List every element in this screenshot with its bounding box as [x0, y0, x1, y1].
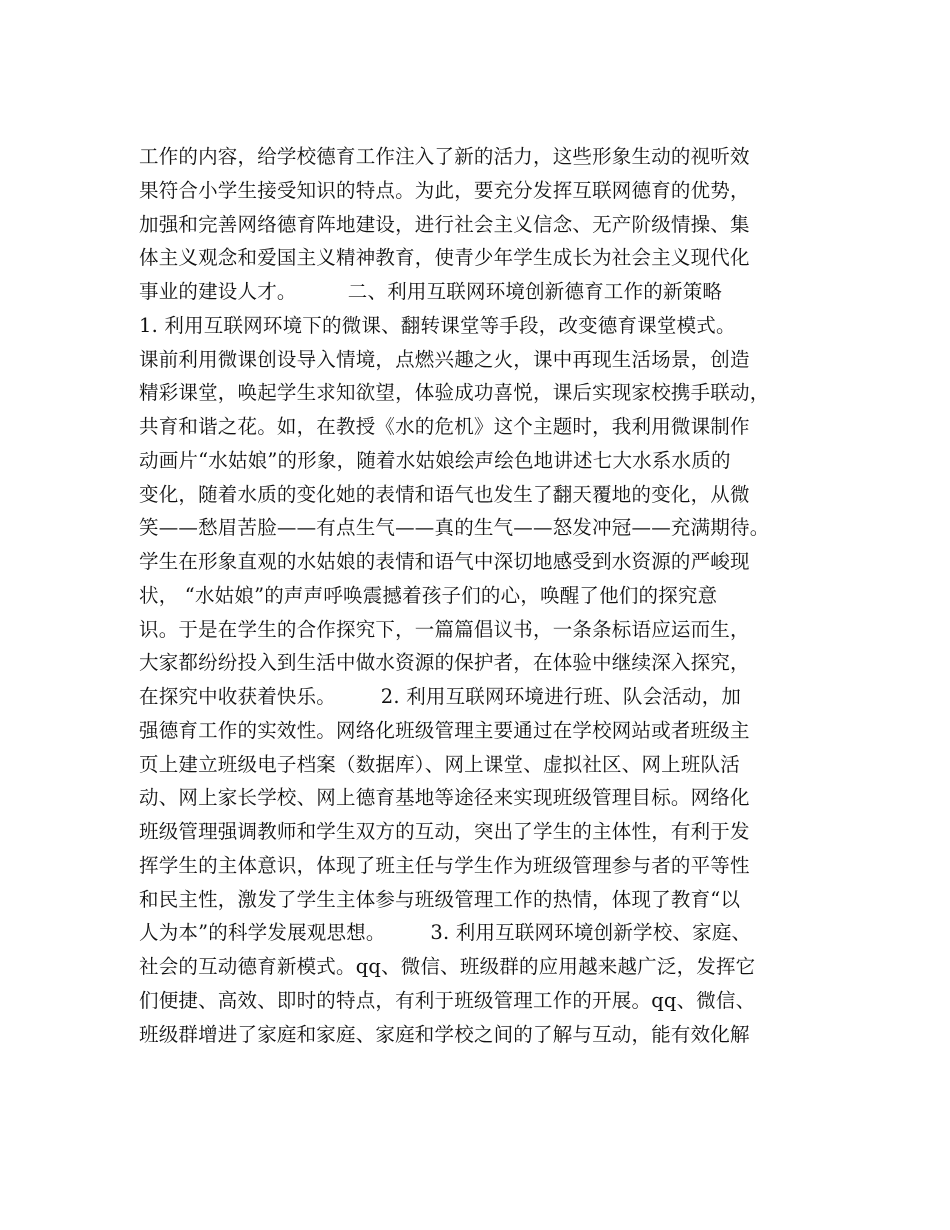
text-line: 页上建立班级电子档案（数据库）、网上课堂、虚拟社区、网上班队活	[139, 752, 740, 776]
text-line: 在探究中收获着快乐。 2. 利用互联网环境进行班、队会活动，加	[139, 685, 742, 708]
text-line: 共育和谐之花。如，在教授《水的危机》这个主题时，我利用微课制作	[139, 415, 750, 438]
body-text	[139, 140, 829, 1051]
text-line: 识。于是在学生的合作探究下，一篇篇倡议书，一条条标语应运而生，	[139, 617, 750, 641]
text-line: 动、网上家长学校、网上德育基地等途径来实现班级管理目标。网络化	[139, 786, 750, 810]
text-line: 工作的内容，给学校德育工作注入了新的活力，这些形象生动的视听效	[139, 145, 750, 168]
text-line: 班级群增进了家庭和家庭、家庭和学校之间的了解与互动，能有效化解	[139, 1022, 750, 1046]
text-line: 班级管理强调教师和学生双方的互动，突出了学生的主体性，有利于发	[139, 820, 750, 843]
text-line: 学生在形象直观的水姑娘的表情和语气中深切地感受到水资源的严峻现	[139, 550, 750, 573]
text-line: 课前利用微课创设导入情境，点燃兴趣之火，课中再现生活场景，创造	[139, 347, 750, 371]
text-line: 动画片“水姑娘”的形象，随着水姑娘绘声绘色地讲述七大水系水质的	[139, 448, 731, 472]
text-line: 变化，随着水质的变化她的表情和语气也发生了翻天覆地的变化，从微	[139, 482, 750, 506]
text-line: 们便捷、高效、即时的特点，有利于班级管理工作的开展。qq、微信、	[139, 988, 756, 1012]
text-line: 状， “水姑娘”的声声呼唤震撼着孩子们的心，唤醒了他们的探究意	[139, 583, 718, 607]
text-line: 人为本”的科学发展观思想。 3. 利用互联网环境创新学校、家庭、	[139, 921, 752, 945]
text-line: 社会的互动德育新模式。qq、微信、班级群的应用越来越广泛，发挥它	[139, 955, 756, 978]
text-line: 大家都纷纷投入到生活中做水资源的保护者，在体验中继续深入探究，	[139, 651, 750, 675]
text-line: 挥学生的主体意识，体现了班主任与学生作为班级管理参与者的平等性	[139, 853, 750, 877]
text-line: 1. 利用互联网环境下的微课、翻转课堂等手段，改变德育课堂模式。	[139, 313, 736, 337]
text-line: 强德育工作的实效性。网络化班级管理主要通过在学校网站或者班级主	[139, 718, 750, 742]
text-line: 精彩课堂，唤起学生求知欲望，体验成功喜悦，课后实现家校携手联动，	[139, 381, 770, 405]
text-line: 体主义观念和爱国主义精神教育，使青少年学生成长为社会主义现代化	[139, 246, 750, 270]
text-line: 果符合小学生接受知识的特点。为此，要充分发挥互联网德育的优势，	[139, 178, 750, 202]
text-line: 加强和完善网络德育阵地建设，进行社会主义信念、无产阶级情操、集	[139, 212, 750, 236]
text-line: 和民主性，激发了学生主体参与班级管理工作的热情，体现了教育“以	[139, 887, 741, 911]
text-line: 事业的建设人才。 二、利用互联网环境创新德育工作的新策略	[139, 280, 723, 303]
text-line: 笑——愁眉苦脸——有点生气——真的生气——怒发冲冠——充满期待。	[139, 516, 770, 540]
